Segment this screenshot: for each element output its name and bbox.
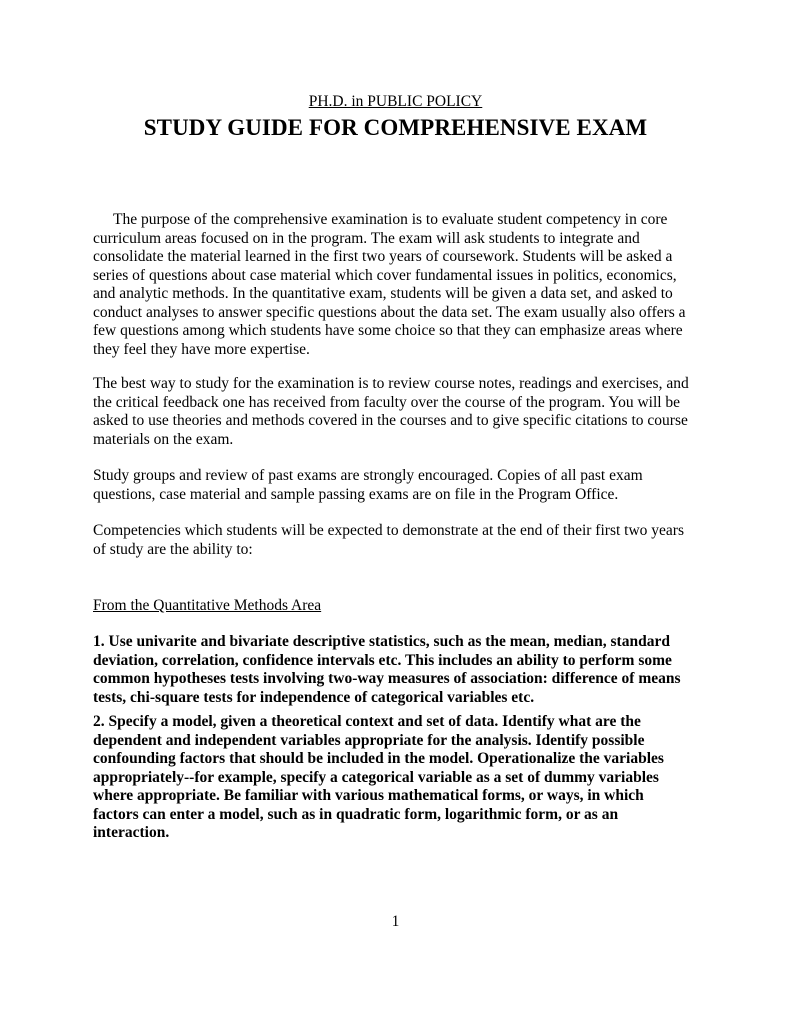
- paragraph-line: few questions among which students have some choice so that they can emphasize areas where: [93, 322, 683, 339]
- item-line: 1. Use univarite and bivariate descriptive statistics, such as the mean, median, standard: [93, 633, 670, 650]
- paragraph-line: Study groups and review of past exams are strongly encouraged. Copies of all past exam: [93, 467, 643, 484]
- item-line: where appropriate. Be familiar with various mathematical forms, or ways, in which: [93, 787, 644, 804]
- page-number: 1: [391, 913, 400, 930]
- competency-item-2: [93, 713, 713, 843]
- item-line: 2. Specify a model, given a theoretical context and set of data. Identify what are the: [93, 713, 641, 730]
- paragraph-line: of study are the ability to:: [93, 540, 253, 558]
- document-subtitle: PH.D. in PUBLIC POLICY: [308, 93, 483, 110]
- competency-item-1: [93, 633, 713, 707]
- paragraph-study-tips: [93, 375, 713, 449]
- item-line: interaction.: [93, 824, 170, 841]
- paragraph-line: questions, case material and sample passing exams are on file in the Program Office.: [93, 485, 619, 503]
- paragraph-line: materials on the exam.: [93, 430, 234, 448]
- item-line: dependent and independent variables appropriate for the analysis. Identify possible: [93, 731, 645, 749]
- paragraph-competencies: [93, 522, 713, 559]
- paragraph-line: The best way to study for the examination is to review course notes, readings and exercises, and: [93, 375, 689, 392]
- paragraph-line: curriculum areas focused on in the program. The exam will ask students to integrate and: [93, 229, 640, 247]
- item-line: factors can enter a model, such as in quadratic form, logarithmic form, or as an: [93, 805, 619, 823]
- paragraph-line: The purpose of the comprehensive examination is to evaluate student competency in core: [113, 211, 668, 228]
- paragraph-line: the critical feedback one has received from faculty over the course of the program. You will be: [93, 393, 681, 411]
- item-line: deviation, correlation, confidence intervals etc. This includes an ability to perform some: [93, 651, 672, 669]
- paragraph-line: conduct analyses to answer specific questions about the data set. The exam usually also offers a: [93, 303, 686, 321]
- item-line: confounding factors that should be included in the model. Operationalize the variables: [93, 750, 664, 767]
- item-line: appropriately--for example, specify a categorical variable as a set of dummy variables: [93, 768, 659, 786]
- paragraph-line: asked to use theories and methods covered in the courses and to give specific citations to course: [93, 412, 688, 429]
- paragraph-purpose: [93, 211, 713, 359]
- paragraph-line: consolidate the material learned in the first two years of coursework. Students will be asked a: [93, 248, 673, 265]
- paragraph-line: series of questions about case material which cover fundamental issues in politics, economics,: [93, 266, 677, 284]
- item-line: tests, chi-square tests for independence of categorical variables etc.: [93, 688, 535, 706]
- document-title: STUDY GUIDE FOR COMPREHENSIVE EXAM: [143, 115, 648, 140]
- section-heading: From the Quantitative Methods Area: [93, 597, 322, 614]
- paragraph-line: Competencies which students will be expected to demonstrate at the end of their first two years: [93, 522, 684, 539]
- paragraph-line: and analytic methods. In the quantitative exam, students will be given a data set, and asked to: [93, 285, 673, 302]
- item-line: common hypotheses tests involving two-way measures of association: difference of means: [93, 670, 681, 687]
- paragraph-study-groups: [93, 467, 713, 504]
- paragraph-line: they feel they have more expertise.: [93, 340, 310, 358]
